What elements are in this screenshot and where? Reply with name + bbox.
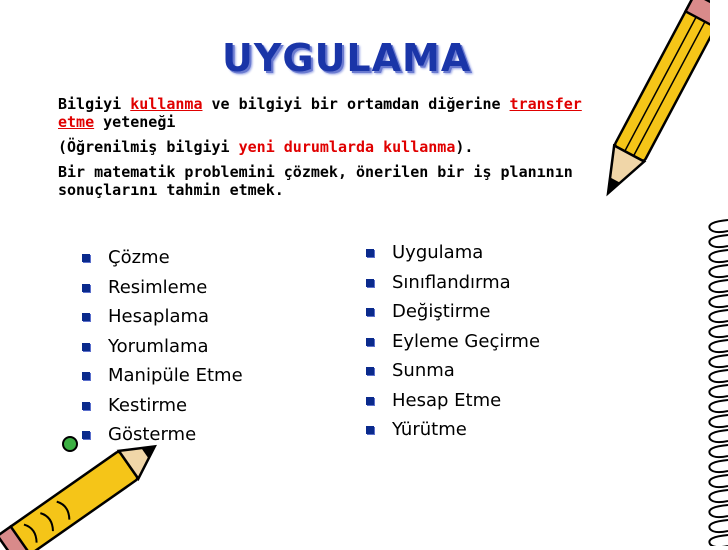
list-item [366,356,540,386]
list-item-label: Gösterme [108,424,197,445]
spiral-ring [709,220,728,232]
list-item-label: Yorumlama [108,335,209,357]
bullet-icon [82,284,90,292]
spiral-ring [709,355,728,367]
highlight-yeni-durumlarda: yeni durumlarda kullanma [238,138,456,156]
list-item [366,268,540,298]
intro-text-part: Bilgiyi [58,95,131,113]
list-item [82,273,243,303]
highlight-transfer-etme: transfer etme [58,95,582,131]
spiral-ring [709,535,728,546]
spiral-ring [709,490,728,502]
list-item-label: Eyleme Geçirme [392,330,541,352]
intro-clarification [58,138,598,156]
intro-text-part: (Öğrenilmiş bilgiyi [58,138,239,156]
list-item-label: Hesaplama [108,306,210,327]
right-bullet-list [366,238,540,445]
bullet-icon [366,426,374,434]
spiral-ring [709,235,728,247]
spiral-ring [709,325,728,337]
spiral-ring [709,310,728,322]
spiral-ring [709,415,728,427]
page-title: UYGULAMA [222,36,472,80]
list-item-label: Hesap Etme [392,389,502,411]
pencil-illustration-top [600,0,710,215]
bullet-icon [366,249,374,257]
intro-text [58,95,598,206]
left-bullet-list [82,243,243,450]
bullet-icon [366,279,374,287]
spiral-ring [709,400,728,412]
bullet-icon [82,372,90,380]
list-item [82,302,243,332]
spiral-ring [709,505,728,517]
list-item [82,332,243,362]
bullet-icon [366,338,374,346]
spiral-ring [709,520,728,532]
intro-definition [58,95,598,131]
intro-text-part: ). [455,138,474,156]
spiral-ring [709,340,728,352]
list-item [82,361,243,391]
list-item [366,297,540,327]
bullet-icon [82,431,90,439]
list-item-label: Manipüle Etme [108,365,243,386]
list-item-label: Değiştirme [392,301,491,322]
list-item [366,327,540,357]
list-item [82,243,243,273]
list-item-label: Resimleme [108,276,208,298]
bullet-icon [366,308,374,316]
bullet-icon [82,313,90,321]
intro-example: Bir matematik problemini çözmek, önerilen bir iş planının sonuçlarını tahmin etmek. [58,163,573,199]
list-item [82,420,243,450]
list-item-label: Uygulama [392,242,484,263]
spiral-ring [709,475,728,487]
spiral-ring [709,250,728,262]
pencil-eraser-cap-icon [63,437,77,451]
list-item [366,386,540,416]
spiral-ring [709,385,728,397]
list-item-label: Sınıflandırma [392,271,511,293]
spiral-ring [709,370,728,382]
list-item [366,238,540,268]
spiral-ring [709,280,728,292]
bullet-icon [366,397,374,405]
list-item [82,391,243,421]
intro-text-part: yeteneği [94,113,176,131]
spiral-ring [709,265,728,277]
list-item-label: Çözme [108,247,170,268]
spiral-ring [709,295,728,307]
spiral-ring [709,430,728,442]
intro-text-part: ve bilgiyi bir ortamdan diğerine [202,95,510,113]
list-item-label: Yürütme [392,419,467,440]
bullet-icon [82,254,90,262]
list-item-label: Kestirme [108,394,188,416]
spiral-ring [709,460,728,472]
highlight-kullanma: kullanma [130,95,203,113]
bullet-icon [82,343,90,351]
bullet-icon [82,402,90,410]
bullet-icon [366,367,374,375]
list-item [366,415,540,445]
list-item-label: Sunma [392,360,455,381]
spiral-ring [709,445,728,457]
